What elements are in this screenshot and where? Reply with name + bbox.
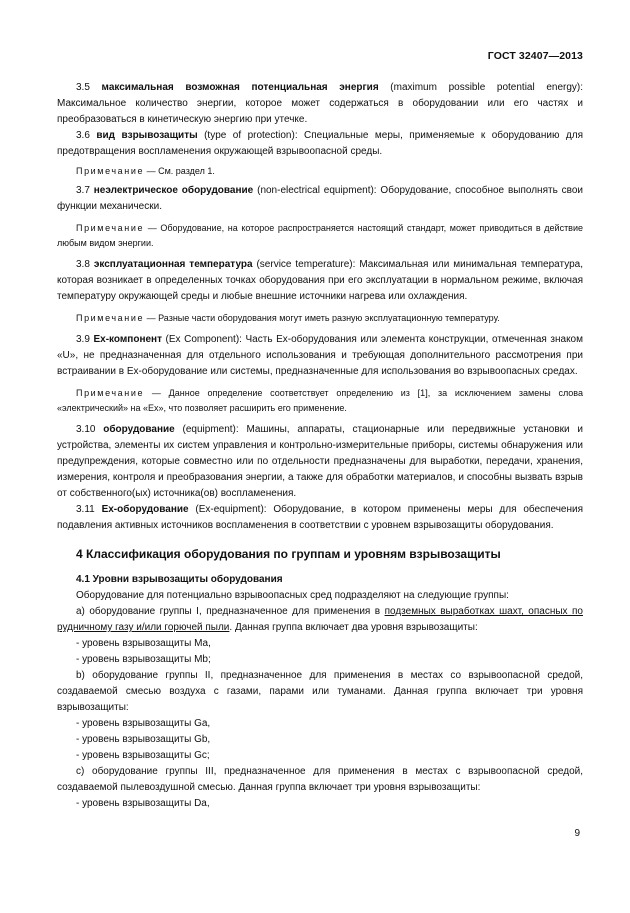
clause-number: 3.5: [76, 82, 90, 93]
definition-text: (Ex Component): Часть Ex-оборудования или элемента конструкции, отмеченная знаком «U», не предназначенная для отдельного использования и требующая дополнительного рассмотрения при встраивании в Ex-оборудование или системы, предназначенные для использования во взрывоопасных средах.: [57, 334, 583, 377]
note-text: — Данное определение соответствует определению из [1], за исключением замены слова «электрический» на «Ex», что позволяет расширить его применение.: [57, 388, 583, 413]
page-number: 9: [574, 828, 580, 839]
note-3-6: [57, 164, 583, 179]
definition-text: (equipment): Машины, аппараты, стационарные или передвижные установки и устройства, элементы их систем управления и контрольно-измерительные приборы, системы обнаружения или предупреждения, которые совместно или по отдельности предназначены для выработки, передачи, хранения, измерения, контроля и преобразования энергии, а также для обработки материалов, и способны вызвать взрыв от собственного(ых) источника(ов) воспламенения.: [57, 424, 583, 499]
definition-3-8: [57, 257, 583, 305]
note-text: — Разные части оборудования могут иметь разную эксплуатационную температуру.: [144, 313, 500, 323]
document-body: [57, 80, 583, 812]
note-label: Примечание: [76, 388, 145, 398]
group-i-item: а) оборудование группы I, предназначенное для применения в подземных выработках шахт, опасных по рудничному газу и/или горючей пыли. Данная группа включает два уровня взрывозащиты:: [57, 606, 583, 633]
term: неэлектрическое оборудование: [93, 185, 254, 196]
definition-3-11: [57, 502, 583, 534]
level-item: - уровень взрывозащиты Gc;: [76, 750, 210, 761]
definition-3-7: [57, 183, 583, 215]
subsection-4-1-heading: 4.1 Уровни взрывозащиты оборудования: [76, 574, 283, 585]
note-label: Примечание: [76, 223, 145, 233]
term: оборудование: [103, 424, 175, 435]
definition-text: (non-electrical equipment): Оборудование, способное выполнять свои функции механически.: [57, 185, 583, 212]
note-text: — Оборудование, на которое распространяется настоящий стандарт, может приводиться в действие любым видом энергии.: [57, 223, 583, 248]
definition-text: (type of protection): Специальные меры, применяемые к оборудованию для предотвращения воспламенения окружающей взрывоопасной среды.: [57, 130, 583, 157]
clause-number: 3.7: [76, 185, 90, 196]
section-4-heading: 4 Классификация оборудования по группам и уровням взрывозащиты: [76, 547, 501, 561]
level-item: - уровень взрывозащиты Da,: [76, 798, 210, 809]
note-3-9: [57, 386, 583, 416]
clause-number: 3.11: [76, 504, 95, 515]
underlined-text: подземных выработках шахт, опасных по рудничному газу и/или горючей пыли: [57, 606, 583, 633]
level-item: - уровень взрывозащиты Gb,: [76, 734, 211, 745]
note-3-8: [57, 311, 583, 326]
level-item: - уровень взрывозащиты Ма,: [76, 638, 211, 649]
note-text: — См. раздел 1.: [144, 166, 215, 176]
clause-number: 3.10: [76, 424, 96, 435]
term: максимальная возможная потенциальная энергия: [101, 82, 379, 93]
term: Ex-оборудование: [101, 504, 189, 515]
definition-3-6: [57, 128, 583, 160]
note-label: Примечание: [76, 166, 145, 176]
definition-text: (service temperature): Максимальная или минимальная температура, которая возникает в определенных точках оборудования при его эксплуатации в нормальном режиме, включая температуру окружающей среды и любые внешние источники нагрева или охлаждения.: [57, 259, 583, 302]
clause-number: 3.8: [76, 259, 90, 270]
definition-3-9: [57, 332, 583, 380]
definition-3-10: [57, 422, 583, 502]
clause-number: 3.9: [76, 334, 90, 345]
clause-number: 3.6: [76, 130, 90, 141]
note-3-7: [57, 221, 583, 251]
definition-text: (Ex-equipment): Оборудование, в котором применены меры для обеспечения подавления активных источников воспламенения в соответствии с уровнем взрывозащиты оборудования.: [57, 504, 583, 531]
level-item: - уровень взрывозащиты Mb;: [76, 654, 211, 665]
term: вид взрывозащиты: [96, 130, 198, 141]
note-label: Примечание: [76, 313, 145, 323]
term: эксплуатационная температура: [93, 259, 253, 270]
document-header: ГОСТ 32407—2013: [487, 50, 583, 62]
definition-text: (maximum possible potential energy): Максимальное количество энергии, которое может содержаться в оборудовании или его частях и преобразоваться в кинетическую энергию при утечке.: [57, 82, 584, 125]
group-ii-item: b) оборудование группы II, предназначенное для применения в местах со взрывоопасной средой, создаваемой смесью воздуха с газами, парами или туманами. Данная группа включает три уровня взрывозащиты:: [57, 670, 583, 713]
group-iii-item: c) оборудование группы III, предназначенное для применения в местах с взрывоопасной средой, создаваемой пылевоздушной смесью. Данная группа включает три уровня взрывозащиты:: [57, 766, 583, 793]
level-item: - уровень взрывозащиты Ga,: [76, 718, 211, 729]
definition-3-5: [57, 80, 583, 128]
groups-intro: Оборудование для потенциально взрывоопасных сред подразделяют на следующие группы:: [76, 590, 509, 601]
term: Ex-компонент: [93, 334, 162, 345]
